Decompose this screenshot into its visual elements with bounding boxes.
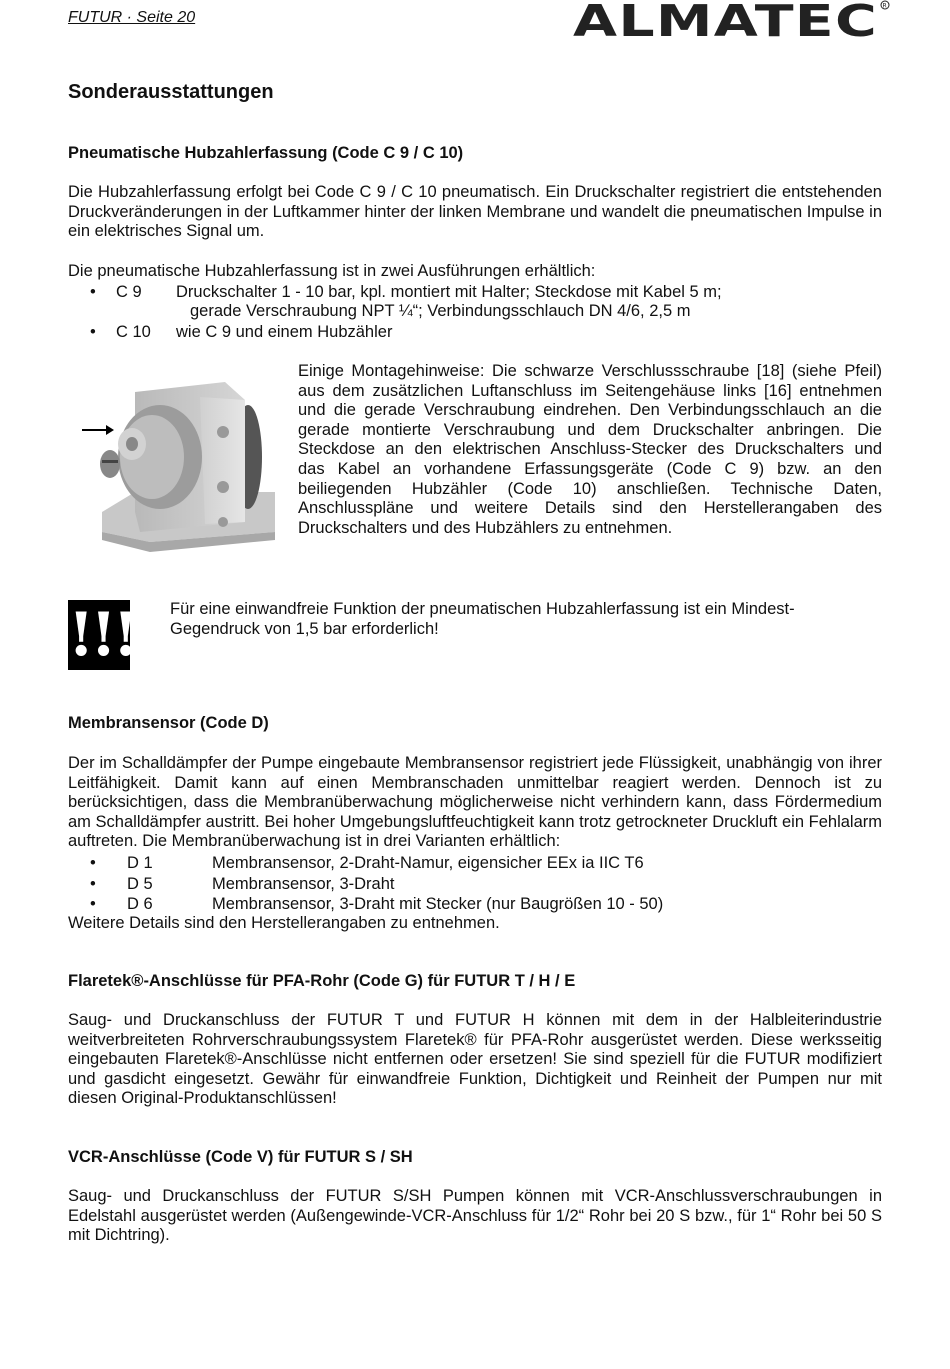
page-title: Sonderausstattungen: [68, 81, 274, 103]
warning-icon: !!!: [68, 600, 136, 670]
mounting-line: Druckschalters und des Hubzählers zu entnehmen.: [298, 518, 673, 537]
mounting-line: Anschlusspläne und weitere Details sind den Herstellerangaben des: [298, 499, 882, 518]
list-item-text: Membransensor, 3-Draht: [212, 875, 395, 893]
mounting-line: und die gerade Verschraubung eindrehen. Den Verbindungsschlauch an die: [298, 401, 882, 420]
warning-text-line1: Für eine einwandfreie Funktion der pneumatischen Hubzahlerfassung ist ein Mindest-: [170, 600, 795, 618]
bullet-icon: •: [90, 895, 96, 913]
list-item-code: D 5: [127, 875, 153, 893]
bullet-icon: •: [90, 283, 96, 301]
section-c9-heading: Pneumatische Hubzahlerfassung (Code C 9 / C 10): [68, 144, 464, 162]
bullet-icon: •: [90, 875, 96, 893]
section-d-footer: Weitere Details sind den Herstellerangaben zu entnehmen.: [68, 914, 500, 932]
warning-text-line2: Gegendruck von 1,5 bar erforderlich!: [170, 620, 439, 638]
section-d-paragraph: Der im Schalldämpfer der Pumpe eingebaute Membransensor registriert jede Flüssigkeit, unabhängig von ihrer Leitfähigkeit. Damit kann auf einen Membranschaden unmittelbar reagiert werden. Dennoch ist zu berücksichtigen, dass die Membranüberwachung möglicherweise nicht verhindern kann, dass Fördermedium am Schalldämpfer austritt. Bei hoher Umgebungsluftfeuchtigkeit kann trotz getrockneter Druckluft ein Fehlalarm auftreten. Die Membranüberwachung ist in drei Varianten erhältlich:: [68, 754, 882, 851]
mounting-line: das Kabel an vorhandene Erfassungsgeräte (Code C 9) bzw. an den: [298, 459, 882, 478]
pump-housing-figure: [80, 372, 280, 557]
section-g-paragraph: Saug- und Druckanschluss der FUTUR T und FUTUR H können mit dem in der Halbleiterindustrie weitverbreiteten Rohrverschraubungssystem Flaretek® für PFA-Rohr ausgerüstet werden. Diese werksseitig eingebauten Flaretek®-Anschlüsse nicht entfernen oder ersetzen! Sie sind speziell für die FUTUR modifiziert und gasdicht eingesetzt. Gewähr für einwandfreie Funktion, Dichtigkeit und Reinheit der Pumpen nur mit diesen Original-Produktanschlüssen!: [68, 1011, 882, 1108]
list-item-code: C 10: [116, 323, 151, 341]
list-item-code: C 9: [116, 283, 142, 301]
mounting-line: aus dem zusätzlichen Luftanschluss im Seitengehäuse links [16] entnehmen: [298, 381, 882, 400]
mounting-line: Steckdose an den elektrischen Anschluss-Stecker des Druckschalters und: [298, 440, 882, 459]
list-item-text: Membransensor, 3-Draht mit Stecker (nur Baugrößen 10 - 50): [212, 895, 664, 913]
registered-trademark-icon: [881, 1, 889, 10]
almatec-logo: [573, 0, 891, 40]
bullet-icon: •: [90, 323, 96, 341]
page-header-label: FUTUR · Seite 20: [68, 9, 196, 26]
mounting-line: gerade montierte Verschraubung und dem Druckschalter anbringen. Die: [298, 420, 882, 439]
section-v-heading: VCR-Anschlüsse (Code V) für FUTUR S / SH: [68, 1148, 413, 1166]
section-g-heading: Flaretek®-Anschlüsse für PFA-Rohr (Code G) für FUTUR T / H / E: [68, 972, 576, 990]
list-item-code: D 1: [127, 854, 153, 872]
mounting-line: beiliegenden Hubzähler (Code 10) anschließen. Technische Daten,: [298, 479, 882, 498]
list-item-text: Druckschalter 1 - 10 bar, kpl. montiert mit Halter; Steckdose mit Kabel 5 m;: [176, 283, 722, 301]
list-item-text-continued: gerade Verschraubung NPT ¼“; Verbindungsschlauch DN 4/6, 2,5 m: [190, 302, 691, 320]
bullet-icon: •: [90, 854, 96, 872]
logo-text: ALMATEC: [573, 0, 878, 40]
mounting-line: Einige Montagehinweise: Die schwarze Verschlussschraube [18] (siehe Pfeil): [298, 362, 882, 380]
section-d-heading: Membransensor (Code D): [68, 714, 269, 732]
list-item-text: wie C 9 und einem Hubzähler: [176, 323, 393, 341]
list-item-code: D 6: [127, 895, 153, 913]
section-v-paragraph: Saug- und Druckanschluss der FUTUR S/SH Pumpen können mit VCR-Anschlussverschraubungen in Edelstahl ausgerüstet werden (Außengewinde-VCR-Anschluss für 1/2“ Rohr bei 20 S bzw., für 1“ Rohr bei 50 S mit Dichtring).: [68, 1187, 882, 1245]
svg-text:R: R: [882, 2, 887, 10]
list-item-text: Membransensor, 2-Draht-Namur, eigensicher EEx ia IIC T6: [212, 854, 644, 872]
section-c9-paragraph: Die Hubzahlerfassung erfolgt bei Code C 9 / C 10 pneumatisch. Ein Druckschalter registriert die entstehenden Druckveränderungen in der Luftkammer hinter der linken Membrane und wandelt die pneumatischen Impulse in ein elektrisches Signal um.: [68, 183, 882, 241]
section-c9-intro: Die pneumatische Hubzahlerfassung ist in zwei Ausführungen erhältlich:: [68, 262, 596, 280]
